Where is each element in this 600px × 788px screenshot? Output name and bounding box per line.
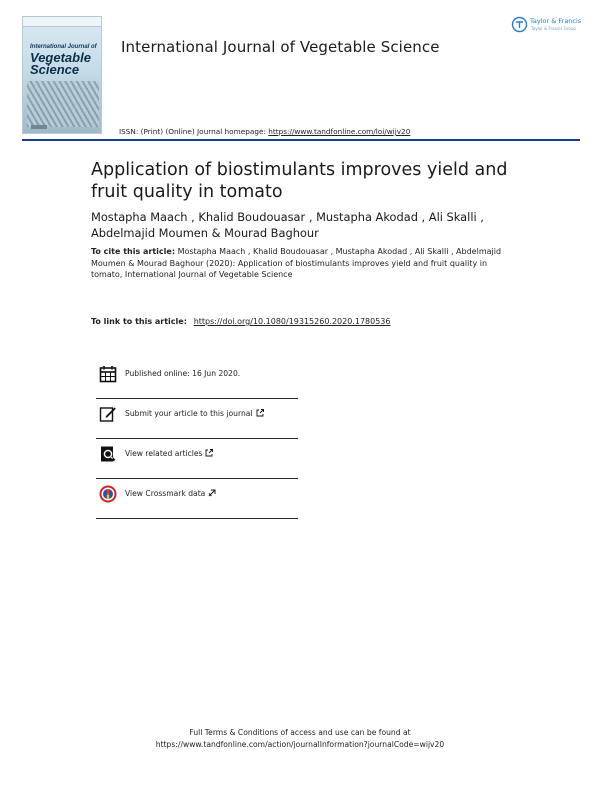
doi-line bbox=[91, 317, 391, 326]
issn-text: ISSN: (Print) (Online) Journal homepage: bbox=[119, 127, 269, 136]
calendar-icon bbox=[99, 365, 117, 383]
external-link-icon bbox=[205, 449, 213, 457]
journal-homepage-link[interactable]: https://www.tandfonline.com/loi/wijv20 bbox=[268, 127, 411, 136]
submit-article-row[interactable] bbox=[96, 399, 298, 439]
tf-circle-icon bbox=[511, 16, 528, 33]
citation-label: To cite this article: bbox=[91, 247, 176, 256]
journal-name: International Journal of Vegetable Science bbox=[121, 38, 440, 56]
crossmark-link-icon bbox=[208, 489, 216, 497]
taylor-francis-logo[interactable] bbox=[511, 16, 583, 36]
article-title: Application of biostimulants improves yield and fruit quality in tomato bbox=[91, 160, 508, 202]
related-articles-link[interactable]: View related articles bbox=[125, 449, 213, 458]
publisher-sub: Taylor & Francis Group bbox=[531, 26, 576, 31]
doi-label: To link to this article: bbox=[91, 317, 190, 326]
cover-photo bbox=[27, 81, 99, 127]
footer-terms bbox=[100, 727, 500, 751]
crossmark-icon bbox=[99, 485, 117, 503]
publisher-name: Taylor & Francis bbox=[530, 17, 582, 25]
footer-line-1: Full Terms & Conditions of access and use can be found at bbox=[189, 728, 411, 737]
published-date: Published online: 16 Jun 2020. bbox=[125, 369, 241, 378]
citation-text: Mostapha Maach , Khalid Boudouasar , Mustapha Akodad , Ali Skalli , Abdelmajid Moumen & Mourad Baghour (2020): Application of biostimulants improves yield and fruit quality in tomato, International Journal of Vegetable Science bbox=[91, 247, 502, 279]
external-link-icon bbox=[256, 409, 264, 417]
published-row bbox=[96, 359, 298, 399]
cover-publisher-logo bbox=[31, 125, 47, 129]
edit-icon bbox=[99, 405, 117, 423]
crossmark-row[interactable] bbox=[96, 479, 298, 519]
related-articles-row[interactable] bbox=[96, 439, 298, 479]
article-authors: Mostapha Maach , Khalid Boudouasar , Mustapha Akodad , Ali Skalli , Abdelmajid Moumen & Mourad Baghour bbox=[91, 210, 484, 240]
submit-article-link[interactable]: Submit your article to this journal bbox=[125, 409, 264, 418]
issn-line bbox=[119, 127, 410, 136]
cover-title-big: Vegetable Science bbox=[30, 50, 91, 77]
journal-cover-image bbox=[22, 16, 102, 134]
crossmark-link[interactable]: View Crossmark data bbox=[125, 489, 216, 498]
footer-terms-link[interactable]: https://www.tandfonline.com/action/journalInformation?journalCode=wijv20 bbox=[155, 740, 445, 749]
search-document-icon bbox=[99, 445, 117, 463]
doi-link[interactable]: https://doi.org/10.1080/19315260.2020.1780536 bbox=[193, 317, 391, 326]
citation-block bbox=[91, 246, 511, 281]
cover-title-small: International Journal of bbox=[30, 44, 97, 50]
header-divider bbox=[22, 139, 580, 141]
